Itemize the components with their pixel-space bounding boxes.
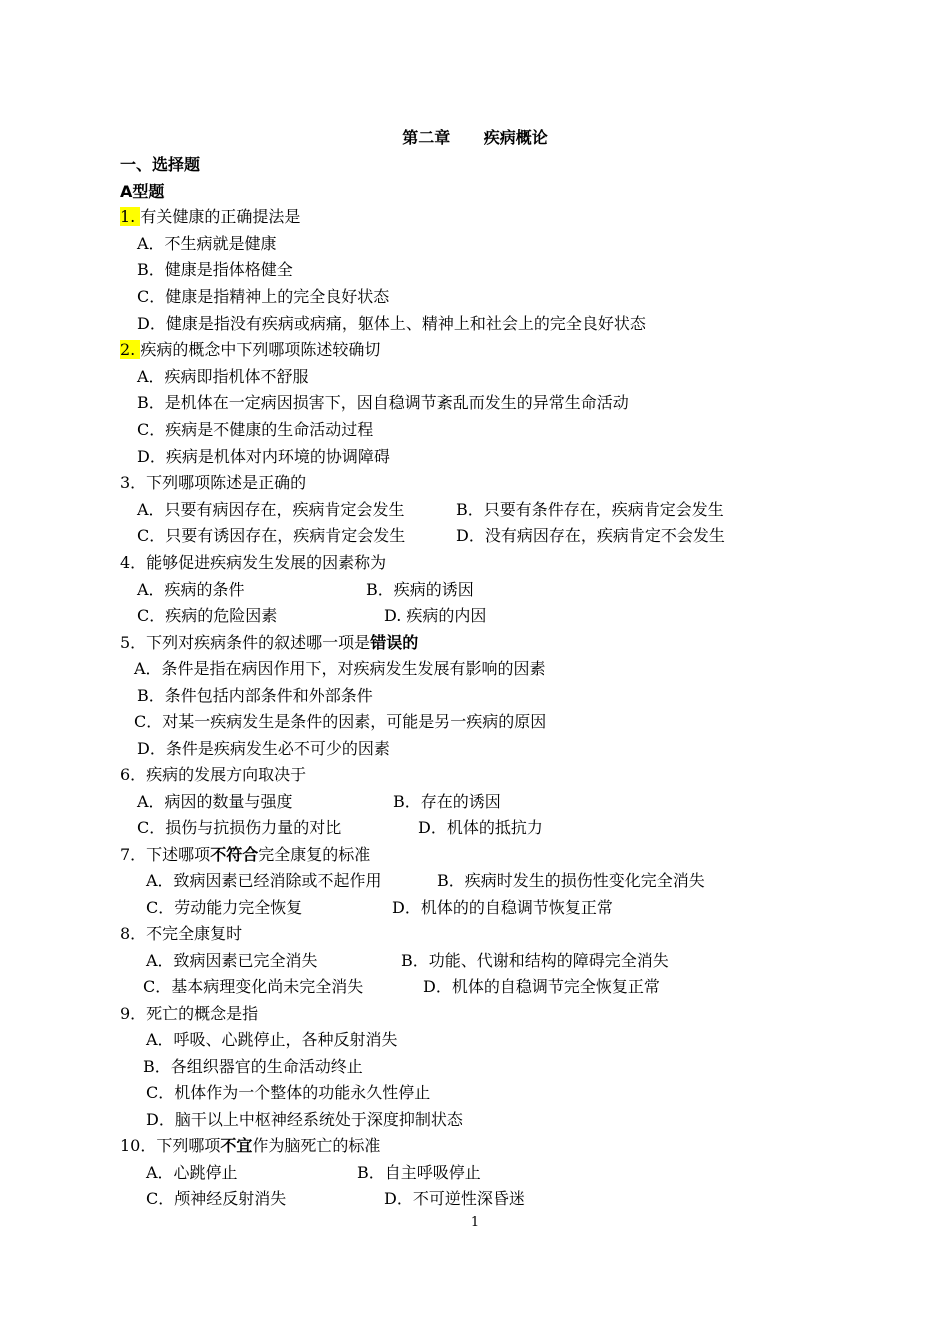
option-b: B．健康是指体格健全 — [137, 260, 293, 279]
question-stem: 有关健康的正确提法是 — [140, 207, 301, 226]
question-number-highlight: 2. — [120, 340, 136, 359]
option-d: D. 疾病的内因 — [384, 606, 487, 625]
question-1 — [120, 206, 300, 228]
option-b: B．自主呼吸停止 — [357, 1163, 481, 1182]
option-d: D．条件是疾病发生必不可少的因素 — [137, 739, 390, 758]
question-6: 6．疾病的发展方向取决于 — [120, 765, 307, 784]
option-a: A．心跳停止 — [146, 1163, 238, 1182]
question-7 — [120, 844, 370, 866]
emphasis-text: 不符合 — [210, 845, 259, 864]
option-b: B．疾病的诱因 — [366, 580, 474, 599]
option-c: C．对某一疾病发生是条件的因素，可能是另一疾病的原因 — [134, 712, 547, 731]
option-b: B．是机体在一定病因损害下，因自稳调节紊乱而发生的异常生命活动 — [137, 393, 629, 412]
option-c: C．健康是指精神上的完全良好状态 — [137, 287, 390, 306]
option-d: D．脑干以上中枢神经系统处于深度抑制状态 — [146, 1110, 463, 1129]
option-c: C．只要有诱因存在，疾病肯定会发生 — [137, 526, 406, 545]
option-c: C．劳动能力完全恢复 — [146, 898, 303, 917]
option-b: B．功能、代谢和结构的障碍完全消失 — [401, 951, 669, 970]
option-a: A．呼吸、心跳停止，各种反射消失 — [146, 1030, 398, 1049]
question-9: 9．死亡的概念是指 — [120, 1004, 259, 1023]
option-a: A．致病因素已完全消失 — [146, 951, 318, 970]
option-a: A．疾病的条件 — [137, 580, 245, 599]
question-stem: 5．下列对疾病条件的叙述哪一项是 — [120, 633, 371, 652]
option-a: A．不生病就是健康 — [137, 234, 277, 253]
question-2 — [120, 339, 380, 361]
option-c: C．损伤与抗损伤力量的对比 — [137, 818, 342, 837]
section-heading: 一、选择题 — [120, 155, 201, 174]
option-b: B．疾病时发生的损伤性变化完全消失 — [437, 871, 705, 890]
question-stem: 7．下述哪项 — [120, 845, 211, 864]
option-d: D．疾病是机体对内环境的协调障碍 — [137, 447, 390, 466]
question-4: 4．能够促进疾病发生发展的因素称为 — [120, 553, 387, 572]
option-d: D．不可逆性深昏迷 — [384, 1189, 525, 1208]
question-8: 8．不完全康复时 — [120, 924, 243, 943]
option-b: B．存在的诱因 — [393, 792, 501, 811]
option-d: D．机体的的自稳调节恢复正常 — [392, 898, 613, 917]
subsection-heading: A型题 — [120, 182, 165, 201]
emphasis-text: 不宜 — [220, 1136, 253, 1155]
option-a: A．致病因素已经消除或不起作用 — [146, 871, 382, 890]
question-10 — [120, 1135, 380, 1157]
question-stem-tail: 完全康复的标准 — [258, 845, 371, 864]
option-a: A．疾病即指机体不舒服 — [137, 367, 309, 386]
option-c: C．疾病的危险因素 — [137, 606, 278, 625]
question-stem: 10．下列哪项 — [120, 1136, 221, 1155]
option-d: D．没有病因存在，疾病肯定不会发生 — [456, 526, 725, 545]
option-d: D．健康是指没有疾病或病痛，躯体上、精神上和社会上的完全良好状态 — [137, 314, 646, 333]
question-number-highlight: 1. — [120, 207, 136, 226]
option-c: C．颅神经反射消失 — [146, 1189, 287, 1208]
question-3: 3．下列哪项陈述是正确的 — [120, 473, 307, 492]
option-a: A．病因的数量与强度 — [137, 792, 293, 811]
option-d: D．机体的自稳调节完全恢复正常 — [423, 977, 660, 996]
option-a: A．只要有病因存在，疾病肯定会发生 — [137, 500, 405, 519]
option-b: B．只要有条件存在，疾病肯定会发生 — [456, 500, 724, 519]
question-stem: 疾病的概念中下列哪项陈述较确切 — [140, 340, 381, 359]
option-c: C．疾病是不健康的生命活动过程 — [137, 420, 374, 439]
option-b: B．各组织器官的生命活动终止 — [143, 1057, 363, 1076]
option-c: C．机体作为一个整体的功能永久性停止 — [146, 1083, 431, 1102]
question-stem-tail: 作为脑死亡的标准 — [252, 1136, 381, 1155]
emphasis-text: 错误的 — [370, 633, 419, 652]
chapter-title: 第二章 疾病概论 — [402, 128, 548, 147]
option-b: B．条件包括内部条件和外部条件 — [137, 686, 373, 705]
question-5 — [120, 632, 418, 654]
option-d: D．机体的抵抗力 — [418, 818, 543, 837]
option-c: C．基本病理变化尚未完全消失 — [143, 977, 364, 996]
option-a: A．条件是指在病因作用下，对疾病发生发展有影响的因素 — [134, 659, 546, 678]
page-number: 1 — [470, 1215, 480, 1230]
